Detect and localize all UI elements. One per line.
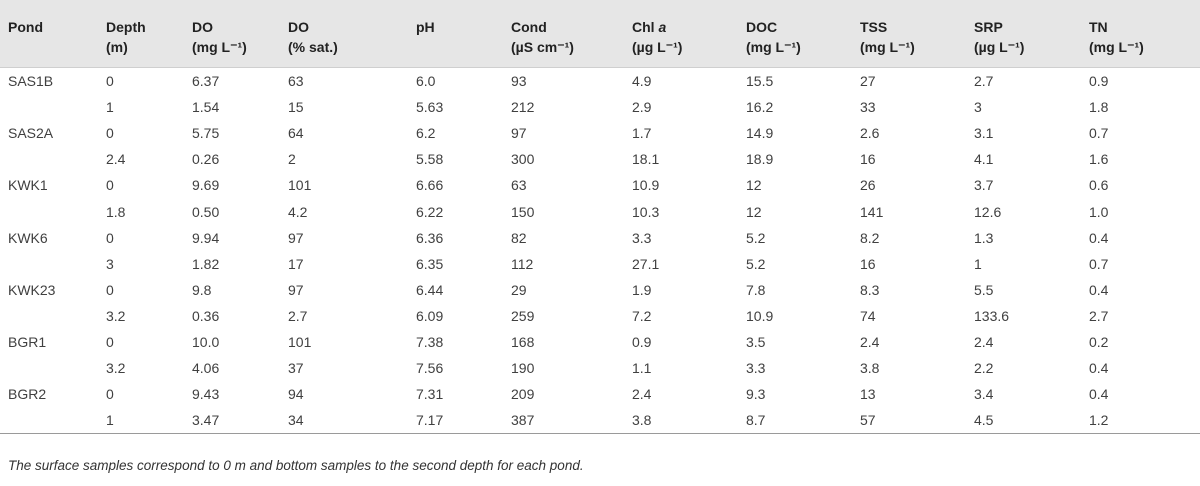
table-cell: 300 <box>511 151 535 168</box>
pond-cell: SAS2A <box>8 125 54 142</box>
table-cell: 2.2 <box>974 360 994 377</box>
column-header <box>416 0 511 68</box>
table-cell: 16.2 <box>746 99 774 116</box>
column-header-name: DO <box>288 19 309 35</box>
column-header-unit: (m) <box>106 39 128 55</box>
table-row <box>0 94 1200 120</box>
column-header <box>974 0 1089 68</box>
table-cell: 37 <box>288 360 304 377</box>
table-header <box>0 0 1200 68</box>
table-cell: 6.09 <box>416 307 444 324</box>
column-header-name: TN <box>1089 19 1108 35</box>
table-cell: 7.56 <box>416 360 444 377</box>
table-cell: 8.7 <box>746 407 860 434</box>
table-cell: 63 <box>511 177 527 194</box>
table-cell: 12.6 <box>974 203 1002 220</box>
column-header-unit: (µS cm⁻¹) <box>511 39 574 55</box>
table-cell: 212 <box>511 99 535 116</box>
column-header-name: Cond <box>511 19 547 35</box>
column-header-name: pH <box>416 19 435 35</box>
table-cell: 3 <box>106 255 114 272</box>
table-cell: 6.36 <box>416 229 444 246</box>
column-header-name: Chl a <box>632 19 667 35</box>
table-cell: 3.5 <box>746 333 766 350</box>
table-body <box>0 68 1200 434</box>
table-cell: 0.50 <box>192 203 220 220</box>
table-cell: 2.4 <box>106 151 126 168</box>
table-cell: 0.9 <box>632 333 652 350</box>
table-cell: 5.2 <box>746 229 766 246</box>
table-cell: 190 <box>511 360 535 377</box>
table-cell: 6.66 <box>416 177 444 194</box>
column-header-name: Depth <box>106 19 146 35</box>
table-cell: 26 <box>860 177 876 194</box>
table-row <box>0 251 1200 277</box>
table-cell: 10.3 <box>632 203 660 220</box>
table-cell: 3.2 <box>106 307 126 324</box>
table-cell: 387 <box>511 407 632 434</box>
table-cell: 1.0 <box>1089 203 1109 220</box>
table-cell: 7.38 <box>416 333 444 350</box>
table-cell: 4.2 <box>288 203 308 220</box>
table-cell: 1.6 <box>1089 151 1109 168</box>
table-cell: 3.8 <box>632 407 746 434</box>
table-cell: 2.7 <box>1089 307 1109 324</box>
column-header <box>632 0 746 68</box>
table-cell: 3.47 <box>192 407 288 434</box>
table-cell: 3 <box>974 99 982 116</box>
table-cell: 141 <box>860 203 884 220</box>
column-header-unit: (mg L⁻¹) <box>192 39 247 55</box>
table-cell: 93 <box>511 73 527 90</box>
table-cell: 29 <box>511 281 527 298</box>
column-header <box>511 0 632 68</box>
table-cell: 2.7 <box>974 73 994 90</box>
table-cell: 0.4 <box>1089 386 1109 403</box>
table-cell: 9.43 <box>192 386 220 403</box>
column-header-name: DO <box>192 19 213 35</box>
pond-cell: SAS1B <box>8 73 54 90</box>
table-cell: 5.58 <box>416 151 444 168</box>
table-cell: 2.6 <box>860 125 880 142</box>
table-cell: 34 <box>288 407 416 434</box>
table-cell: 5.75 <box>192 125 220 142</box>
table-cell: 2.7 <box>288 307 308 324</box>
pond-cell <box>0 407 106 434</box>
table-cell: 4.1 <box>974 151 994 168</box>
table-cell: 12 <box>746 203 762 220</box>
table-cell: 10.0 <box>192 333 220 350</box>
table-cell: 2.4 <box>860 333 880 350</box>
pond-cell <box>0 355 106 381</box>
table-cell: 6.37 <box>192 73 220 90</box>
table-cell: 12 <box>746 177 762 194</box>
table-cell: 0 <box>106 73 114 90</box>
table-cell: 16 <box>860 255 876 272</box>
table-cell: 1.7 <box>632 125 652 142</box>
table-cell: 3.4 <box>974 386 994 403</box>
table-cell: 4.06 <box>192 360 220 377</box>
column-header <box>106 0 192 68</box>
table-cell: 2.4 <box>632 386 652 403</box>
column-header <box>192 0 288 68</box>
table-cell: 1.3 <box>974 229 994 246</box>
table-cell: 0.36 <box>192 307 220 324</box>
table-cell: 3.1 <box>974 125 994 142</box>
table-cell: 5.63 <box>416 99 444 116</box>
table-cell: 5.5 <box>974 281 994 298</box>
column-header-unit: (mg L⁻¹) <box>860 39 915 55</box>
pond-cell <box>0 303 106 329</box>
table-row <box>0 225 1200 251</box>
table-row <box>0 120 1200 146</box>
table-row <box>0 407 1200 434</box>
pond-cell: BGR2 <box>8 386 47 403</box>
table-cell: 18.9 <box>746 151 774 168</box>
table-cell: 1 <box>106 99 114 116</box>
table-cell: 6.2 <box>416 125 436 142</box>
table-row <box>0 198 1200 224</box>
table-cell: 1.2 <box>1089 407 1200 434</box>
table-cell: 2.9 <box>632 99 652 116</box>
column-header-unit: (% sat.) <box>288 39 338 55</box>
table-cell: 0.4 <box>1089 281 1109 298</box>
table-cell: 6.22 <box>416 203 444 220</box>
column-header <box>1089 0 1200 68</box>
table-cell: 4.9 <box>632 73 652 90</box>
table-cell: 101 <box>288 333 312 350</box>
table-cell: 0 <box>106 125 114 142</box>
table-cell: 7.31 <box>416 386 444 403</box>
table-cell: 0 <box>106 333 114 350</box>
table-row <box>0 355 1200 381</box>
table-cell: 5.2 <box>746 255 766 272</box>
pond-cell: KWK1 <box>8 177 48 194</box>
table-cell: 1.82 <box>192 255 220 272</box>
table-cell: 10.9 <box>632 177 660 194</box>
table-cell: 0.4 <box>1089 360 1109 377</box>
pond-cell <box>0 251 106 277</box>
table-cell: 0 <box>106 281 114 298</box>
table-cell: 13 <box>860 386 876 403</box>
table-cell: 27.1 <box>632 255 660 272</box>
pond-cell <box>0 94 106 120</box>
column-header-name: SRP <box>974 19 1003 35</box>
column-header-name: DOC <box>746 19 778 35</box>
table-cell: 14.9 <box>746 125 774 142</box>
table-row <box>0 381 1200 407</box>
table-cell: 7.2 <box>632 307 652 324</box>
table-cell: 8.3 <box>860 281 880 298</box>
table-cell: 0.26 <box>192 151 220 168</box>
column-header-name: TSS <box>860 19 888 35</box>
table-row <box>0 303 1200 329</box>
table-cell: 74 <box>860 307 876 324</box>
table-cell: 7.17 <box>416 407 511 434</box>
table-cell: 7.8 <box>746 281 766 298</box>
pond-cell <box>0 146 106 172</box>
table-cell: 3.8 <box>860 360 880 377</box>
table-cell: 97 <box>288 281 304 298</box>
table-cell: 94 <box>288 386 304 403</box>
table-cell: 82 <box>511 229 527 246</box>
table-row <box>0 172 1200 198</box>
table-cell: 1.1 <box>632 360 652 377</box>
table-cell: 0.7 <box>1089 125 1109 142</box>
table-cell: 1.9 <box>632 281 652 298</box>
table-cell: 17 <box>288 255 304 272</box>
table-cell: 9.3 <box>746 386 766 403</box>
table-cell: 0.4 <box>1089 229 1109 246</box>
table-cell: 9.8 <box>192 281 212 298</box>
table-cell: 6.0 <box>416 73 436 90</box>
table-footnote: The surface samples correspond to 0 m and bottom samples to the second depth for each pond. <box>8 458 584 473</box>
table-cell: 10.9 <box>746 307 774 324</box>
table-cell: 0.7 <box>1089 255 1109 272</box>
table-cell: 15.5 <box>746 73 774 90</box>
table-cell: 1 <box>974 255 982 272</box>
table-cell: 0.6 <box>1089 177 1109 194</box>
table-cell: 97 <box>288 229 304 246</box>
table-cell: 0 <box>106 386 114 403</box>
column-header-unit: (µg L⁻¹) <box>632 39 683 55</box>
table-cell: 97 <box>511 125 527 142</box>
column-header-unit: (mg L⁻¹) <box>746 39 801 55</box>
table-cell: 168 <box>511 333 535 350</box>
table-cell: 64 <box>288 125 304 142</box>
table-cell: 259 <box>511 307 535 324</box>
table-cell: 3.3 <box>746 360 766 377</box>
pond-cell <box>0 198 106 224</box>
column-header <box>288 0 416 68</box>
table-cell: 0 <box>106 229 114 246</box>
table-row <box>0 146 1200 172</box>
table-cell: 0 <box>106 177 114 194</box>
header-row <box>0 0 1200 68</box>
table-cell: 63 <box>288 73 304 90</box>
table-cell: 133.6 <box>974 307 1010 324</box>
table-cell: 33 <box>860 99 876 116</box>
column-header <box>746 0 860 68</box>
table-cell: 18.1 <box>632 151 660 168</box>
table-cell: 9.94 <box>192 229 220 246</box>
table-row <box>0 329 1200 355</box>
table-cell: 8.2 <box>860 229 880 246</box>
table-cell: 9.69 <box>192 177 220 194</box>
table-cell: 1.8 <box>1089 99 1109 116</box>
column-header-unit: (mg L⁻¹) <box>1089 39 1144 55</box>
table-cell: 150 <box>511 203 535 220</box>
column-header <box>860 0 974 68</box>
table-cell: 1 <box>106 407 192 434</box>
table-cell: 2.4 <box>974 333 994 350</box>
table-cell: 112 <box>511 255 534 272</box>
table-row <box>0 277 1200 303</box>
table-cell: 1.8 <box>106 203 126 220</box>
table-cell: 2 <box>288 151 296 168</box>
table-cell: 101 <box>288 177 312 194</box>
table-cell: 3.2 <box>106 360 126 377</box>
table-cell: 57 <box>860 407 974 434</box>
table-cell: 4.5 <box>974 407 1089 434</box>
pond-cell: KWK6 <box>8 229 48 246</box>
table-cell: 27 <box>860 73 876 90</box>
table-cell: 0.2 <box>1089 333 1109 350</box>
table-row <box>0 68 1200 95</box>
table-cell: 209 <box>511 386 535 403</box>
table-cell: 6.35 <box>416 255 444 272</box>
table-cell: 6.44 <box>416 281 444 298</box>
column-header <box>0 0 106 68</box>
table-cell: 15 <box>288 99 304 116</box>
column-header-unit: (µg L⁻¹) <box>974 39 1025 55</box>
table-cell: 1.54 <box>192 99 220 116</box>
column-header-name: Pond <box>8 19 43 35</box>
pond-cell: KWK23 <box>8 281 56 298</box>
table-cell: 3.3 <box>632 229 652 246</box>
pond-cell: BGR1 <box>8 333 47 350</box>
table-cell: 0.9 <box>1089 73 1109 90</box>
table-cell: 16 <box>860 151 876 168</box>
table-cell: 3.7 <box>974 177 994 194</box>
